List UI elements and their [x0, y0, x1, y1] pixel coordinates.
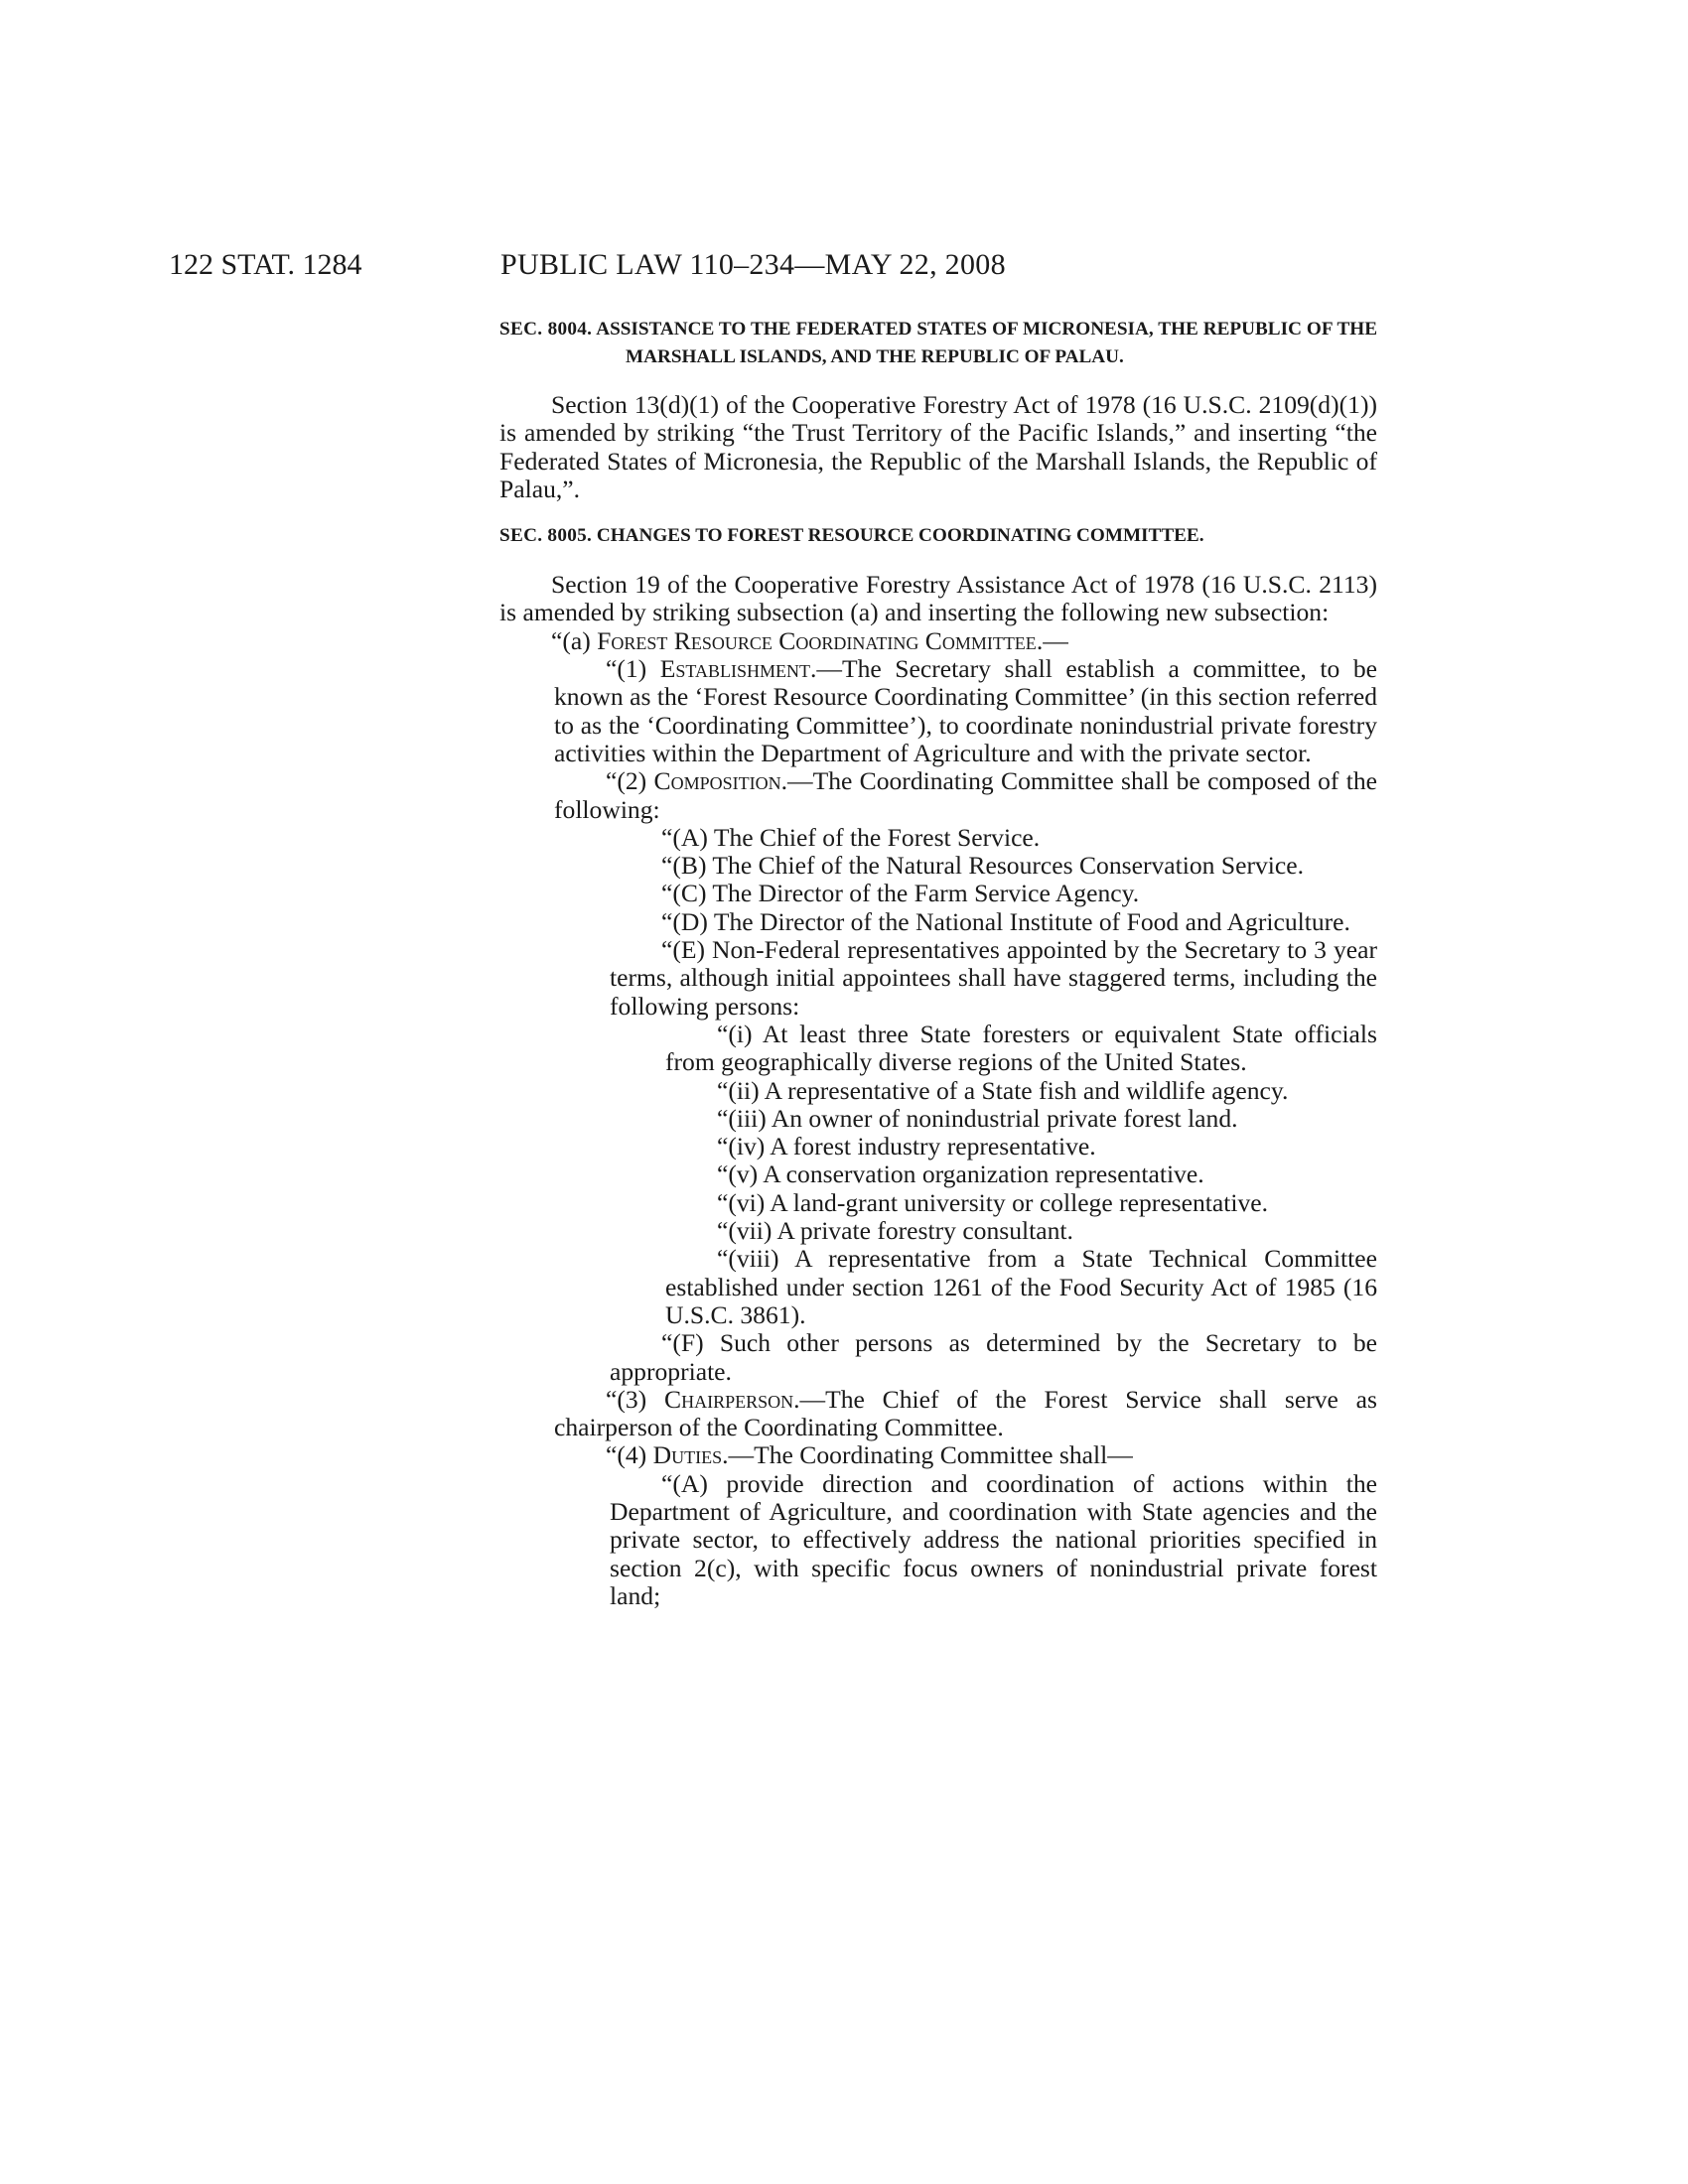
- paragraph-3-prefix: “(3): [606, 1384, 664, 1414]
- section-8005-intro: Section 19 of the Cooperative Forestry Assistance Act of 1978 (16 U.S.C. 2113) is amended by striking subsection (a) and inserting the following new subsection:: [499, 570, 1377, 627]
- public-law-title: PUBLIC LAW 110–234—MAY 22, 2008: [500, 248, 1006, 281]
- section-8005-heading: [499, 522, 1377, 550]
- clause-iii: “(iii) An owner of nonindustrial private forest land.: [717, 1103, 1238, 1133]
- paragraph-2: [499, 767, 1377, 824]
- document-body: [499, 316, 1377, 1610]
- paragraph-1-heading: Establishment: [659, 654, 810, 684]
- subsection-a-heading: Forest Resource Coordinating Committee: [597, 625, 1037, 655]
- section-8004-title: ASSISTANCE TO THE FEDERATED STATES OF MICRONESIA, THE REPUBLIC OF THE MARSHALL ISLANDS, AND THE REPUBLIC OF PALAU.: [596, 319, 1377, 367]
- clause-ii: “(ii) A representative of a State fish and wildlife agency.: [717, 1075, 1289, 1105]
- paragraph-4-prefix: “(4): [606, 1440, 653, 1470]
- subparagraph-A: “(A) The Chief of the Forest Service.: [661, 822, 1041, 852]
- subsection-a-suffix: .—: [1036, 625, 1068, 655]
- clause-iv: “(iv) A forest industry representative.: [717, 1132, 1096, 1161]
- section-8004-body: Section 13(d)(1) of the Cooperative Forestry Act of 1978 (16 U.S.C. 2109(d)(1)) is amended by striking “the Trust Territory of the Pacific Islands,” and inserting “the Federated States of Micronesia, the Republic of the Marshall Islands, the Republic of Palau,”.: [499, 390, 1377, 503]
- paragraph-4-text: .—The Coordinating Committee shall—: [722, 1440, 1133, 1470]
- paragraph-3-heading: Chairperson: [664, 1384, 794, 1414]
- paragraph-1: [499, 655, 1377, 767]
- subparagraph-D: “(D) The Director of the National Institute of Food and Agriculture.: [661, 906, 1350, 936]
- section-8004-number: SEC. 8004.: [499, 319, 593, 340]
- section-8004-heading: [499, 316, 1377, 371]
- duty-A: “(A) provide direction and coordination of actions within the Department of Agriculture, and coordination with State agencies and the private sector, to effectively address the national priorities specified in section 2(c), with specific focus owners of nonindustrial private forest land;: [610, 1468, 1377, 1610]
- paragraph-4: [499, 1441, 1377, 1469]
- paragraph-1-prefix: “(1): [606, 654, 660, 684]
- subsection-a-prefix: “(a): [551, 625, 598, 655]
- clause-vii: “(vii) A private forestry consultant.: [717, 1216, 1073, 1246]
- clause-i: “(i) At least three State foresters or equivalent State officials from geographically diverse regions of the United States.: [665, 1019, 1377, 1077]
- running-head: [0, 242, 1688, 288]
- paragraph-4-heading: Duties: [652, 1440, 723, 1470]
- paragraph-3-text: .—The Chief of the Forest Service shall serve as chairperson of the Coordinating Committee.: [554, 1384, 1377, 1442]
- subparagraph-E: “(E) Non-Federal representatives appointed by the Secretary to 3 year terms, although initial appointees shall have staggered terms, including the following persons:: [610, 935, 1377, 1021]
- stat-page-number: 122 STAT. 1284: [169, 248, 362, 281]
- clause-viii: “(viii) A representative from a State Technical Committee established under section 1261 of the Food Security Act of 1985 (16 U.S.C. 3861).: [665, 1244, 1377, 1329]
- paragraph-2-prefix: “(2): [606, 766, 654, 796]
- subparagraph-B: “(B) The Chief of the Natural Resources Conservation Service.: [661, 851, 1304, 881]
- paragraph-3: [499, 1386, 1377, 1442]
- clause-v: “(v) A conservation organization representative.: [717, 1160, 1204, 1189]
- paragraph-1-text: .—The Secretary shall establish a committee, to be known as the ‘Forest Resource Coordinating Committee’ (in this section referred to as the ‘Coordinating Committee’), to coordinate nonindustrial private forestry activities within the Department of Agriculture and with the private sector.: [554, 654, 1377, 767]
- paragraph-2-text: .—The Coordinating Committee shall be composed of the following:: [554, 766, 1378, 824]
- subparagraph-C: “(C) The Director of the Farm Service Agency.: [661, 879, 1140, 908]
- section-8005-title: CHANGES TO FOREST RESOURCE COORDINATING COMMITTEE.: [596, 525, 1204, 547]
- subparagraph-F: “(F) Such other persons as determined by the Secretary to be appropriate.: [610, 1328, 1377, 1386]
- subsection-a: [499, 627, 1377, 655]
- section-8005-number: SEC. 8005.: [499, 525, 593, 547]
- paragraph-2-heading: Composition: [653, 766, 781, 796]
- clause-vi: “(vi) A land-grant university or college representative.: [717, 1187, 1269, 1217]
